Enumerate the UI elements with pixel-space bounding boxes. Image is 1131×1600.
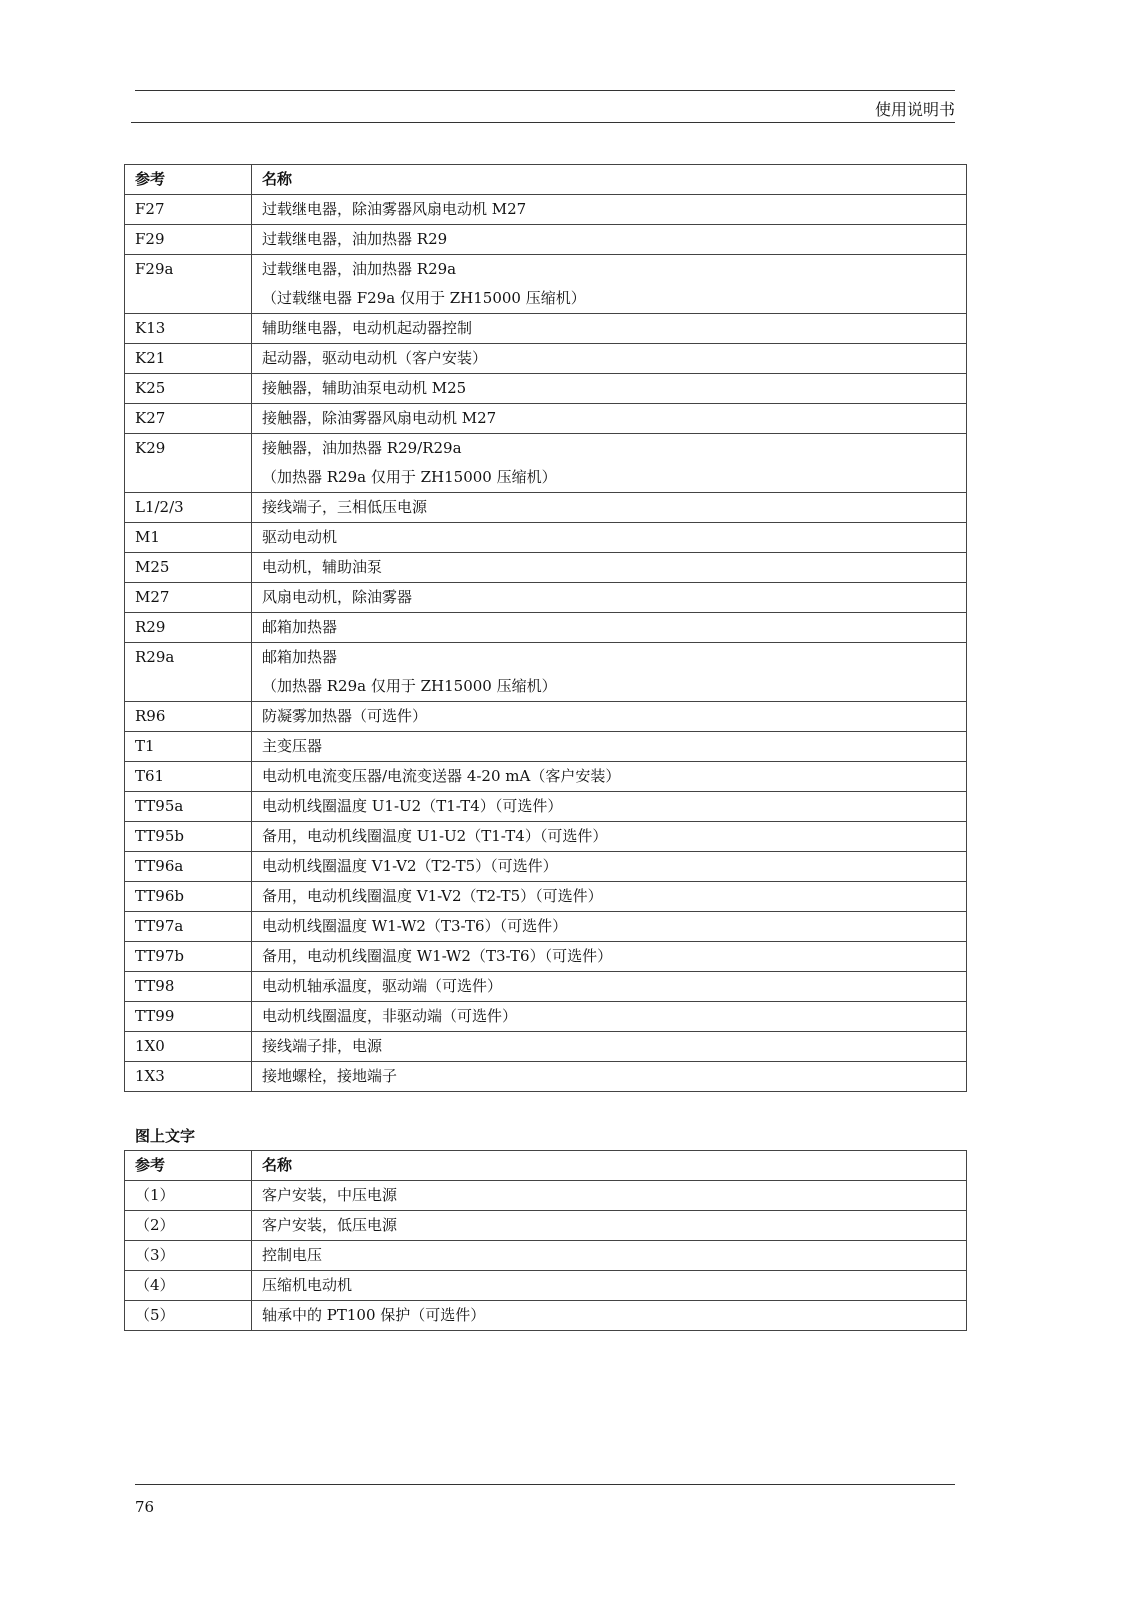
- name-line: 接线端子，三相低压电源: [262, 498, 428, 516]
- reference-code: K13: [125, 314, 252, 344]
- name-line: 过载继电器，除油雾器风扇电动机 M27: [262, 200, 527, 218]
- name-line: 主变压器: [262, 737, 323, 755]
- name-line: 接触器，辅助油泵电动机 M25: [262, 379, 467, 397]
- reference-code: TT95a: [125, 792, 252, 822]
- name-line: 备用，电动机线圈温度 U1-U2（T1-T4）（可选件）: [262, 827, 608, 845]
- table-row: [125, 583, 967, 613]
- reference-code: K25: [125, 374, 252, 404]
- table-row: [125, 732, 967, 762]
- reference-code: TT99: [125, 1002, 252, 1032]
- reference-code: R29: [125, 613, 252, 643]
- component-name: [252, 344, 967, 374]
- table-row: [125, 374, 967, 404]
- component-name: [252, 792, 967, 822]
- section-title-figure-text: 图上文字: [135, 1127, 196, 1145]
- component-name: [252, 523, 967, 553]
- reference-code: T61: [125, 762, 252, 792]
- table-row: [125, 225, 967, 255]
- reference-code: TT97b: [125, 942, 252, 972]
- component-name: [252, 583, 967, 613]
- component-name: [252, 255, 967, 314]
- component-name: [252, 314, 967, 344]
- column-header-name: 名称: [252, 165, 967, 195]
- table-header-row: [125, 165, 967, 195]
- reference-code: T1: [125, 732, 252, 762]
- header-rule-top: [135, 90, 955, 91]
- reference-code: TT95b: [125, 822, 252, 852]
- name-line: 风扇电动机，除油雾器: [262, 588, 413, 606]
- reference-code: M27: [125, 583, 252, 613]
- table-row: [125, 792, 967, 822]
- table-header-row: [125, 1151, 967, 1181]
- reference-code: R29a: [125, 643, 252, 702]
- reference-code: （4）: [125, 1271, 252, 1301]
- table-row: [125, 553, 967, 583]
- component-name: [252, 613, 967, 643]
- table-row: [125, 523, 967, 553]
- component-name: [252, 972, 967, 1002]
- table-row: [125, 255, 967, 314]
- reference-code: F27: [125, 195, 252, 225]
- component-name: [252, 1301, 967, 1331]
- reference-code: M1: [125, 523, 252, 553]
- reference-table-figure-text: [124, 1150, 967, 1331]
- document-title: 使用说明书: [874, 100, 955, 119]
- reference-code: K27: [125, 404, 252, 434]
- component-name: [252, 374, 967, 404]
- component-name: [252, 493, 967, 523]
- column-header-name: 名称: [252, 1151, 967, 1181]
- reference-code: （5）: [125, 1301, 252, 1331]
- reference-code: M25: [125, 553, 252, 583]
- reference-code: （1）: [125, 1181, 252, 1211]
- component-name: [252, 762, 967, 792]
- reference-code: 1X3: [125, 1062, 252, 1092]
- component-name: [252, 404, 967, 434]
- page-number: 76: [135, 1498, 155, 1516]
- table-row: [125, 1211, 967, 1241]
- table-row: [125, 434, 967, 493]
- name-line: 电动机线圈温度，非驱动端（可选件）: [262, 1007, 518, 1025]
- column-header-reference: 参考: [125, 165, 252, 195]
- name-line: 过载继电器，油加热器 R29a: [262, 260, 457, 278]
- reference-code: TT97a: [125, 912, 252, 942]
- name-line: 电动机线圈温度 U1-U2（T1-T4）（可选件）: [262, 797, 563, 815]
- reference-code: R96: [125, 702, 252, 732]
- name-line: 接地螺栓，接地端子: [262, 1067, 398, 1085]
- table-row: [125, 195, 967, 225]
- name-line: 客户安装，低压电源: [262, 1216, 398, 1234]
- column-header-reference: 参考: [125, 1151, 252, 1181]
- table-row: [125, 1062, 967, 1092]
- component-name: [252, 553, 967, 583]
- table-row: [125, 314, 967, 344]
- component-name: [252, 912, 967, 942]
- table-row: [125, 613, 967, 643]
- name-line: 邮箱加热器: [262, 648, 338, 666]
- table-row: [125, 344, 967, 374]
- component-name: [252, 643, 967, 702]
- reference-code: L1/2/3: [125, 493, 252, 523]
- table-row: [125, 822, 967, 852]
- name-line: 客户安装，中压电源: [262, 1186, 398, 1204]
- name-line: 驱动电动机: [262, 528, 338, 546]
- component-name: [252, 732, 967, 762]
- reference-code: K29: [125, 434, 252, 493]
- table-row: [125, 1241, 967, 1271]
- reference-code: K21: [125, 344, 252, 374]
- table-row: [125, 643, 967, 702]
- component-name: [252, 1211, 967, 1241]
- reference-code: TT96a: [125, 852, 252, 882]
- name-line: 电动机线圈温度 W1-W2（T3-T6）（可选件）: [262, 917, 568, 935]
- reference-code: （2）: [125, 1211, 252, 1241]
- table-row: [125, 912, 967, 942]
- table-row: [125, 1181, 967, 1211]
- name-line: 备用，电动机线圈温度 W1-W2（T3-T6）（可选件）: [262, 947, 613, 965]
- reference-code: F29: [125, 225, 252, 255]
- table-row: [125, 762, 967, 792]
- name-line: 接触器，除油雾器风扇电动机 M27: [262, 409, 497, 427]
- name-line: 备用，电动机线圈温度 V1-V2（T2-T5）（可选件）: [262, 887, 603, 905]
- table-row: [125, 1271, 967, 1301]
- reference-code: TT98: [125, 972, 252, 1002]
- reference-code: （3）: [125, 1241, 252, 1271]
- table-row: [125, 972, 967, 1002]
- name-line: 电动机线圈温度 V1-V2（T2-T5）（可选件）: [262, 857, 558, 875]
- name-line: 邮箱加热器: [262, 618, 338, 636]
- name-line: 压缩机电动机: [262, 1276, 353, 1294]
- table-row: [125, 1002, 967, 1032]
- component-name: [252, 434, 967, 493]
- reference-table-components: [124, 164, 967, 1092]
- table-row: [125, 404, 967, 434]
- component-name: [252, 195, 967, 225]
- component-name: [252, 942, 967, 972]
- name-line: 电动机，辅助油泵: [262, 558, 383, 576]
- table-row: [125, 882, 967, 912]
- header-rule-bottom: [131, 122, 955, 123]
- table-row: [125, 942, 967, 972]
- reference-code: TT96b: [125, 882, 252, 912]
- component-name: [252, 1002, 967, 1032]
- reference-code: 1X0: [125, 1032, 252, 1062]
- component-name: [252, 1062, 967, 1092]
- component-name: [252, 702, 967, 732]
- table-row: [125, 702, 967, 732]
- name-line: 电动机电流变压器/电流变送器 4-20 mA（客户安装）: [262, 767, 621, 785]
- name-line: 电动机轴承温度，驱动端（可选件）: [262, 977, 503, 995]
- name-line: 接触器，油加热器 R29/R29a: [262, 439, 462, 457]
- name-line: 接线端子排，电源: [262, 1037, 383, 1055]
- name-line: 起动器，驱动电动机（客户安装）: [262, 349, 488, 367]
- name-line: 控制电压: [262, 1246, 323, 1264]
- component-name: [252, 1181, 967, 1211]
- component-name: [252, 1241, 967, 1271]
- name-line: 过载继电器，油加热器 R29: [262, 230, 448, 248]
- component-name: [252, 1032, 967, 1062]
- name-note-line: （加热器 R29a 仅用于 ZH15000 压缩机）: [262, 677, 557, 695]
- name-line: 轴承中的 PT100 保护（可选件）: [262, 1306, 486, 1324]
- name-line: 防凝雾加热器（可选件）: [262, 707, 428, 725]
- table-row: [125, 493, 967, 523]
- component-name: [252, 822, 967, 852]
- component-name: [252, 852, 967, 882]
- table-row: [125, 1301, 967, 1331]
- name-note-line: （过载继电器 F29a 仅用于 ZH15000 压缩机）: [262, 289, 586, 307]
- name-line: 辅助继电器，电动机起动器控制: [262, 319, 473, 337]
- footer-rule: [135, 1484, 955, 1485]
- reference-code: F29a: [125, 255, 252, 314]
- component-name: [252, 882, 967, 912]
- name-note-line: （加热器 R29a 仅用于 ZH15000 压缩机）: [262, 468, 557, 486]
- table-row: [125, 1032, 967, 1062]
- table-row: [125, 852, 967, 882]
- component-name: [252, 1271, 967, 1301]
- component-name: [252, 225, 967, 255]
